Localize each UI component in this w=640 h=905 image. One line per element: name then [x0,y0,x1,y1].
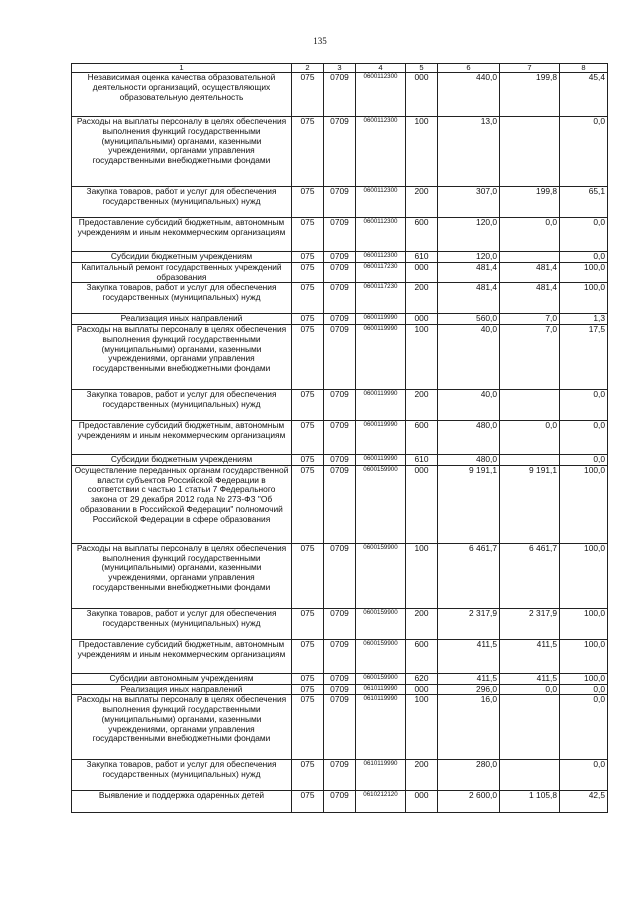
target-article-cell: 0600117230 [356,283,406,314]
page-number: 135 [313,36,327,46]
execution-percent-cell: 0,0 [560,218,608,252]
grbs-code-cell: 075 [292,218,324,252]
expense-type-cell: 200 [406,760,438,791]
section-code-cell: 0709 [324,695,356,760]
grbs-code-cell: 075 [292,684,324,695]
planned-amount-cell: 2 600,0 [438,791,500,813]
target-article-cell: 0600159900 [356,639,406,673]
expense-type-cell: 200 [406,283,438,314]
grbs-code-cell: 075 [292,455,324,466]
row-name-cell: Предоставление субсидий бюджетным, автономным учреждениям и иным некоммерческим организациям [72,421,292,455]
expense-type-cell: 600 [406,421,438,455]
expense-type-cell: 600 [406,639,438,673]
table-row [72,421,608,455]
row-name-cell: Закупка товаров, работ и услуг для обеспечения государственных (муниципальных) нужд [72,283,292,314]
column-header: 2 [292,64,324,73]
executed-amount-cell: 199,8 [500,73,560,117]
table-row [72,73,608,117]
target-article-cell: 0600117230 [356,262,406,283]
planned-amount-cell: 6 461,7 [438,543,500,608]
grbs-code-cell: 075 [292,73,324,117]
executed-amount-cell [500,695,560,760]
executed-amount-cell [500,455,560,466]
expense-type-cell: 100 [406,117,438,187]
section-code-cell: 0709 [324,390,356,421]
table-row [72,252,608,263]
expense-type-cell: 100 [406,325,438,390]
section-code-cell: 0709 [324,314,356,325]
execution-percent-cell: 17,5 [560,325,608,390]
row-name-cell: Капитальный ремонт государственных учреждений образования [72,262,292,283]
section-code-cell: 0709 [324,421,356,455]
grbs-code-cell: 075 [292,187,324,218]
row-name-cell: Расходы на выплаты персоналу в целях обеспечения выполнения функций государственными (муниципальными) органами, казенными учреждениями, органами управления государственными внебюджетными фондами [72,325,292,390]
table-row [72,314,608,325]
table-row [72,791,608,813]
row-name-cell: Независимая оценка качества образовательной деятельности организаций, осуществляющих образовательную деятельность [72,73,292,117]
table-row [72,390,608,421]
grbs-code-cell: 075 [292,314,324,325]
column-header: 7 [500,64,560,73]
column-header: 8 [560,64,608,73]
expense-type-cell: 610 [406,252,438,263]
grbs-code-cell: 075 [292,760,324,791]
section-code-cell: 0709 [324,684,356,695]
column-header: 3 [324,64,356,73]
execution-percent-cell: 1,3 [560,314,608,325]
column-header: 1 [72,64,292,73]
section-code-cell: 0709 [324,465,356,543]
column-header: 6 [438,64,500,73]
grbs-code-cell: 075 [292,117,324,187]
row-name-cell: Реализация иных направлений [72,684,292,695]
table-row [72,760,608,791]
planned-amount-cell: 307,0 [438,187,500,218]
table-row [72,455,608,466]
target-article-cell: 0610119990 [356,695,406,760]
table-row [72,465,608,543]
execution-percent-cell: 45,4 [560,73,608,117]
execution-percent-cell: 100,0 [560,262,608,283]
executed-amount-cell: 411,5 [500,639,560,673]
section-code-cell: 0709 [324,283,356,314]
execution-percent-cell: 0,0 [560,252,608,263]
execution-percent-cell: 65,1 [560,187,608,218]
expense-type-cell: 100 [406,543,438,608]
planned-amount-cell: 480,0 [438,421,500,455]
row-name-cell: Закупка товаров, работ и услуг для обеспечения государственных (муниципальных) нужд [72,187,292,218]
column-header: 4 [356,64,406,73]
executed-amount-cell: 411,5 [500,673,560,684]
section-code-cell: 0709 [324,608,356,639]
row-name-cell: Осуществление переданных органам государственной власти субъектов Российской Федерации в соответствии с частью 1 статьи 7 Федерального закона от 29 декабря 2012 года № 273-ФЗ "Об образовании в Российской Федерации" полномочий Российской Федерации в сфере образования [72,465,292,543]
grbs-code-cell: 075 [292,421,324,455]
expense-type-cell: 200 [406,608,438,639]
row-name-cell: Расходы на выплаты персоналу в целях обеспечения выполнения функций государственными (муниципальными) органами, казенными учреждениями, органами управления государственными внебюджетными фондами [72,695,292,760]
planned-amount-cell: 40,0 [438,390,500,421]
row-name-cell: Закупка товаров, работ и услуг для обеспечения государственных (муниципальных) нужд [72,608,292,639]
execution-percent-cell: 42,5 [560,791,608,813]
execution-percent-cell: 0,0 [560,455,608,466]
target-article-cell: 0600119990 [356,421,406,455]
section-code-cell: 0709 [324,543,356,608]
table-row [72,117,608,187]
execution-percent-cell: 100,0 [560,543,608,608]
budget-execution-table [71,63,608,813]
target-article-cell: 0600159900 [356,465,406,543]
executed-amount-cell: 199,8 [500,187,560,218]
table-row [72,673,608,684]
planned-amount-cell: 120,0 [438,252,500,263]
target-article-cell: 0600119990 [356,455,406,466]
grbs-code-cell: 075 [292,543,324,608]
table-row [72,684,608,695]
executed-amount-cell [500,390,560,421]
table-row [72,325,608,390]
grbs-code-cell: 075 [292,283,324,314]
row-name-cell: Предоставление субсидий бюджетным, автономным учреждениям и иным некоммерческим организациям [72,218,292,252]
section-code-cell: 0709 [324,455,356,466]
row-name-cell: Субсидии автономным учреждениям [72,673,292,684]
execution-percent-cell: 100,0 [560,283,608,314]
section-code-cell: 0709 [324,262,356,283]
target-article-cell: 0600112300 [356,117,406,187]
executed-amount-cell: 481,4 [500,262,560,283]
expense-type-cell: 000 [406,791,438,813]
expense-type-cell: 000 [406,73,438,117]
expense-type-cell: 200 [406,390,438,421]
table-row [72,218,608,252]
target-article-cell: 0600159900 [356,673,406,684]
expense-type-cell: 620 [406,673,438,684]
table-row [72,543,608,608]
planned-amount-cell: 440,0 [438,73,500,117]
planned-amount-cell: 9 191,1 [438,465,500,543]
target-article-cell: 0600119990 [356,390,406,421]
target-article-cell: 0610212120 [356,791,406,813]
section-code-cell: 0709 [324,791,356,813]
target-article-cell: 0600112300 [356,73,406,117]
executed-amount-cell [500,252,560,263]
execution-percent-cell: 100,0 [560,465,608,543]
target-article-cell: 0610119990 [356,760,406,791]
row-name-cell: Расходы на выплаты персоналу в целях обеспечения выполнения функций государственными (муниципальными) органами, казенными учреждениями, органами управления государственными внебюджетными фондами [72,117,292,187]
target-article-cell: 0600112300 [356,252,406,263]
executed-amount-cell: 0,0 [500,684,560,695]
section-code-cell: 0709 [324,218,356,252]
execution-percent-cell: 100,0 [560,608,608,639]
grbs-code-cell: 075 [292,325,324,390]
row-name-cell: Реализация иных направлений [72,314,292,325]
planned-amount-cell: 411,5 [438,639,500,673]
section-code-cell: 0709 [324,117,356,187]
table-row [72,608,608,639]
section-code-cell: 0709 [324,187,356,218]
executed-amount-cell [500,117,560,187]
grbs-code-cell: 075 [292,639,324,673]
expense-type-cell: 600 [406,218,438,252]
executed-amount-cell: 481,4 [500,283,560,314]
execution-percent-cell: 100,0 [560,673,608,684]
section-code-cell: 0709 [324,252,356,263]
planned-amount-cell: 296,0 [438,684,500,695]
grbs-code-cell: 075 [292,390,324,421]
executed-amount-cell: 6 461,7 [500,543,560,608]
table-row [72,639,608,673]
target-article-cell: 0610119990 [356,684,406,695]
row-name-cell: Субсидии бюджетным учреждениям [72,252,292,263]
expense-type-cell: 200 [406,187,438,218]
target-article-cell: 0600119990 [356,325,406,390]
planned-amount-cell: 120,0 [438,218,500,252]
expense-type-cell: 000 [406,465,438,543]
section-code-cell: 0709 [324,673,356,684]
target-article-cell: 0600119990 [356,314,406,325]
executed-amount-cell: 7,0 [500,325,560,390]
planned-amount-cell: 280,0 [438,760,500,791]
executed-amount-cell: 9 191,1 [500,465,560,543]
section-code-cell: 0709 [324,639,356,673]
expense-type-cell: 100 [406,695,438,760]
executed-amount-cell [500,760,560,791]
expense-type-cell: 610 [406,455,438,466]
table-row [72,262,608,283]
planned-amount-cell: 411,5 [438,673,500,684]
table-row [72,187,608,218]
execution-percent-cell: 0,0 [560,390,608,421]
executed-amount-cell: 0,0 [500,218,560,252]
executed-amount-cell: 0,0 [500,421,560,455]
table-row [72,283,608,314]
expense-type-cell: 000 [406,684,438,695]
table-row [72,695,608,760]
planned-amount-cell: 13,0 [438,117,500,187]
target-article-cell: 0600112300 [356,187,406,218]
planned-amount-cell: 2 317,9 [438,608,500,639]
expense-type-cell: 000 [406,314,438,325]
executed-amount-cell: 2 317,9 [500,608,560,639]
column-header: 5 [406,64,438,73]
section-code-cell: 0709 [324,73,356,117]
executed-amount-cell: 7,0 [500,314,560,325]
grbs-code-cell: 075 [292,695,324,760]
grbs-code-cell: 075 [292,252,324,263]
grbs-code-cell: 075 [292,673,324,684]
planned-amount-cell: 481,4 [438,283,500,314]
row-name-cell: Закупка товаров, работ и услуг для обеспечения государственных (муниципальных) нужд [72,390,292,421]
grbs-code-cell: 075 [292,465,324,543]
execution-percent-cell: 0,0 [560,760,608,791]
grbs-code-cell: 075 [292,791,324,813]
row-name-cell: Субсидии бюджетным учреждениям [72,455,292,466]
executed-amount-cell: 1 105,8 [500,791,560,813]
target-article-cell: 0600112300 [356,218,406,252]
row-name-cell: Закупка товаров, работ и услуг для обеспечения государственных (муниципальных) нужд [72,760,292,791]
execution-percent-cell: 0,0 [560,421,608,455]
planned-amount-cell: 480,0 [438,455,500,466]
execution-percent-cell: 100,0 [560,639,608,673]
grbs-code-cell: 075 [292,608,324,639]
section-code-cell: 0709 [324,325,356,390]
planned-amount-cell: 16,0 [438,695,500,760]
execution-percent-cell: 0,0 [560,695,608,760]
expense-type-cell: 000 [406,262,438,283]
execution-percent-cell: 0,0 [560,117,608,187]
target-article-cell: 0600159900 [356,608,406,639]
execution-percent-cell: 0,0 [560,684,608,695]
row-name-cell: Расходы на выплаты персоналу в целях обеспечения выполнения функций государственными (муниципальными) органами, казенными учреждениями, органами управления государственными внебюджетными фондами [72,543,292,608]
planned-amount-cell: 481,4 [438,262,500,283]
planned-amount-cell: 560,0 [438,314,500,325]
grbs-code-cell: 075 [292,262,324,283]
section-code-cell: 0709 [324,760,356,791]
row-name-cell: Выявление и поддержка одаренных детей [72,791,292,813]
planned-amount-cell: 40,0 [438,325,500,390]
target-article-cell: 0600159900 [356,543,406,608]
row-name-cell: Предоставление субсидий бюджетным, автономным учреждениям и иным некоммерческим организациям [72,639,292,673]
